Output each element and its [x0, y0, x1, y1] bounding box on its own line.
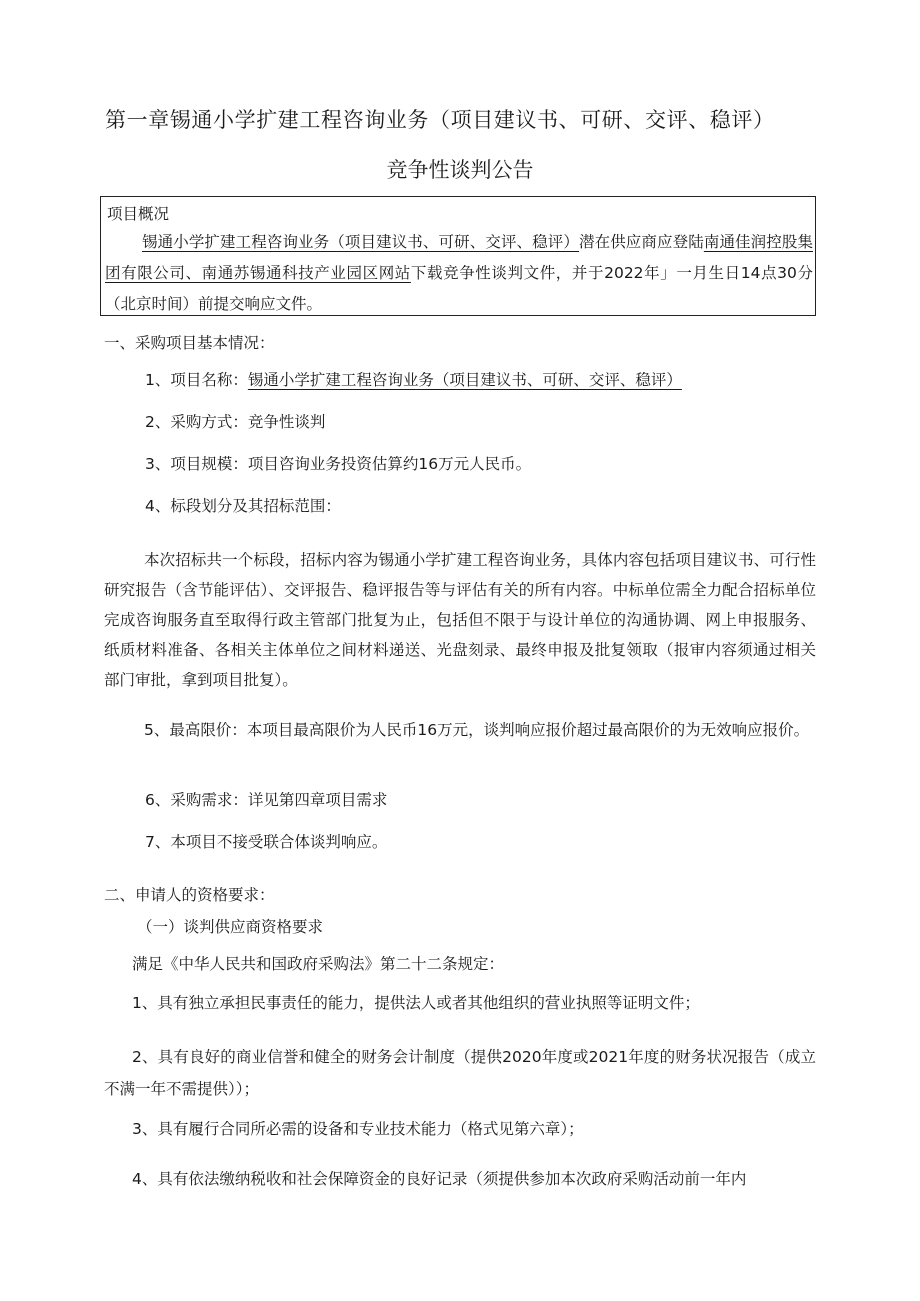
overview-text-a: 潜在供应商应登陆: [578, 233, 704, 251]
overview-label: 项目概况: [107, 205, 170, 223]
item-6: 6、采购需求：详见第四章项目需求: [145, 791, 388, 809]
scope-paragraph: 本次招标共一个标段，招标内容为锡通小学扩建工程咨询业务，具体内容包括项目建议书、可行性研究报告（含节能评估）、交评报告、稳评报告等与评估有关的所有内容。中标单位需全力配合招标单位完成咨询服务直至取得行政主管部门批复为止，包括但不限于与设计单位的沟通协调、网上申报服务、纸质材料准备、各相关主体单位之间材料递送、光盘刻录、最终申报及批复领取（报审内容须通过相关部门审批，拿到项目批复）。: [104, 551, 816, 689]
requirement-1: 1、具有独立承担民事责任的能力，提供法人或者其他组织的营业执照等证明文件；: [132, 994, 700, 1012]
requirements-intro: 满足《中华人民共和国政府采购法》第二十二条规定：: [132, 955, 505, 973]
announcement-title: 竞争性谈判公告: [386, 158, 534, 182]
section-2-heading: 二、申请人的资格要求：: [104, 886, 275, 904]
requirement-2: 2、具有良好的商业信誉和健全的财务会计制度（提供2020年度或2021年度的财务状况报告（成立不满一年不需提供））；: [104, 1048, 816, 1098]
item-4: 4、标段划分及其招标范围：: [145, 497, 341, 515]
subsection-1: （一）谈判供应商资格要求: [137, 918, 324, 936]
overview-text-b: 下载竞争性谈判文件，并于2022年」一月生日14点30分（北京时间）前提交响应文件。: [105, 264, 813, 313]
item-1-value: 锡通小学扩建工程咨询业务（项目建议书、可研、交评、稳评）: [247, 371, 682, 389]
chapter-title: 第一章锡通小学扩建工程咨询业务（项目建议书、可研、交评、稳评）: [105, 108, 775, 132]
overview-sites: 南通佳润控股集团有限公司、南通苏锡通科技产业园区网站: [105, 233, 813, 282]
section-1-heading: 一、采购项目基本情况：: [104, 334, 275, 352]
requirement-3: 3、具有履行合同所必需的设备和专业技术能力（格式见第六章）；: [132, 1120, 584, 1138]
item-5: 5、最高限价：本项目最高限价为人民币16万元，谈判响应报价超过最高限价的为无效响应报价。: [144, 721, 810, 739]
item-7: 7、本项目不接受联合体谈判响应。: [145, 833, 388, 851]
requirement-4: 4、具有依法缴纳税收和社会保障资金的良好记录（须提供参加本次政府采购活动前一年内: [132, 1170, 747, 1188]
overview-text: [105, 227, 813, 320]
project-overview-box: [100, 196, 816, 316]
overview-project-name: 锡通小学扩建工程咨询业务（项目建议书、可研、交评、稳评）: [142, 233, 579, 251]
item-1-label: 1、项目名称：: [145, 371, 248, 389]
item-3: 3、项目规模：项目咨询业务投资估算约16万元人民币。: [145, 455, 532, 473]
item-2: 2、采购方式：竞争性谈判: [145, 413, 326, 431]
item-1: [145, 373, 682, 389]
